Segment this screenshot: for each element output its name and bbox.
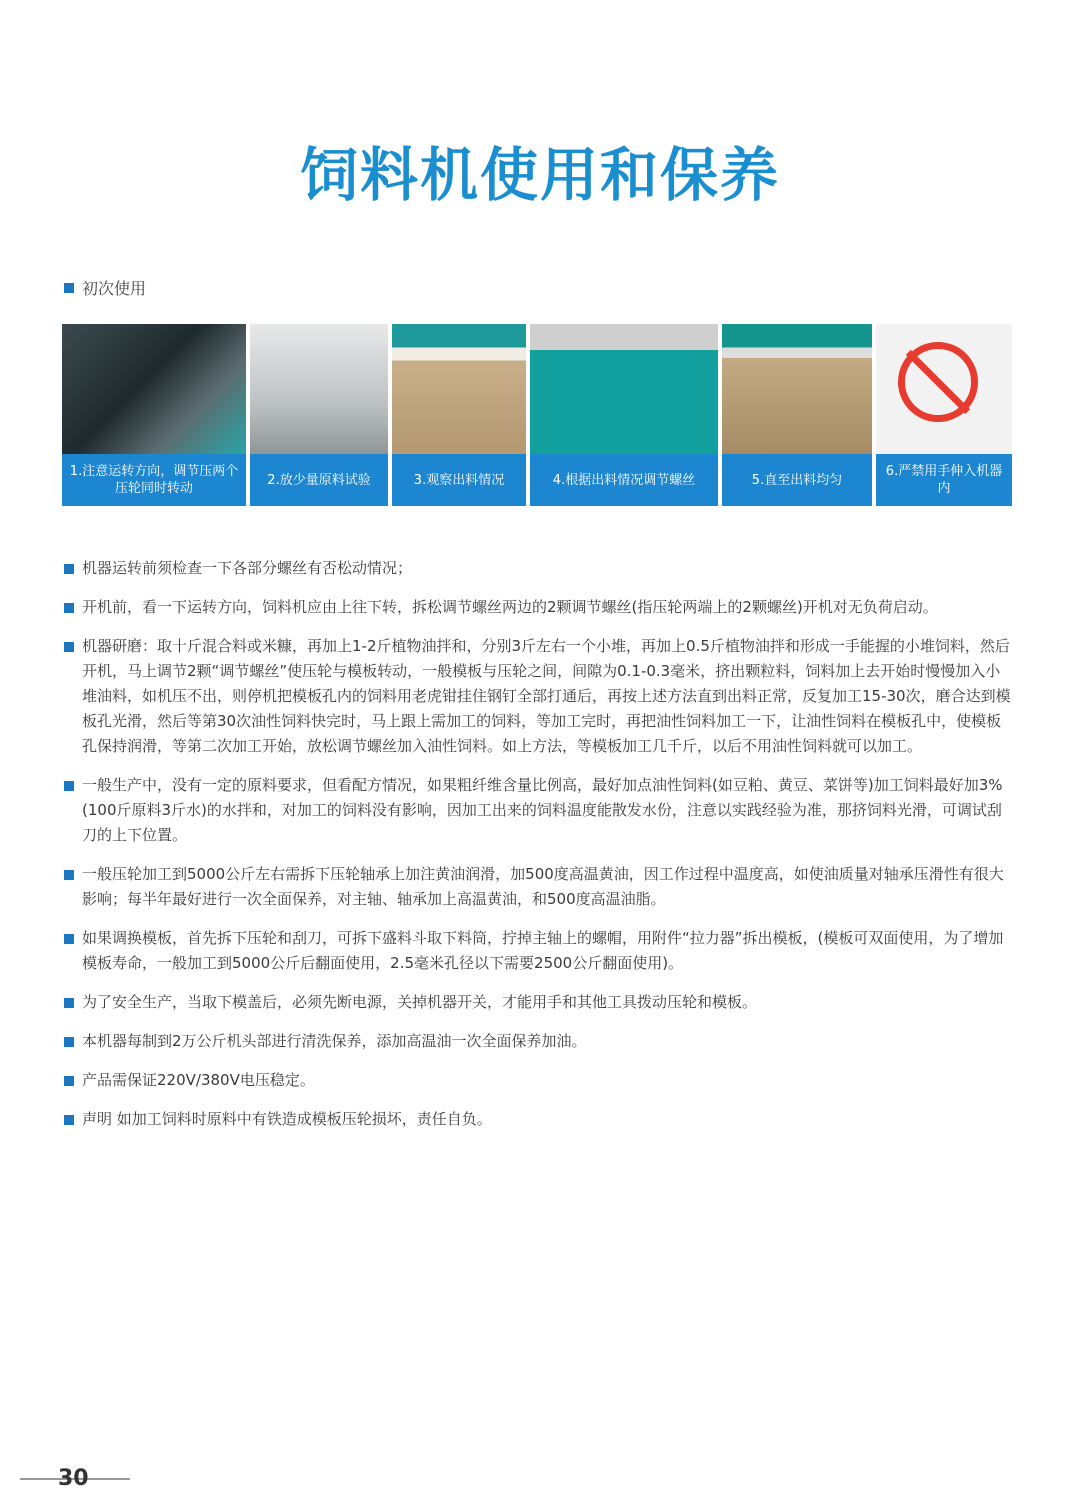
bullet-square-icon: [64, 564, 74, 574]
list-item: [64, 926, 1014, 976]
step-card: [250, 324, 388, 506]
no-hand-icon: [876, 324, 1012, 454]
step-caption: 6.严禁用手伸入机器内: [876, 454, 1012, 506]
bullet-square-icon: [64, 1037, 74, 1047]
step-caption: 1.注意运转方向，调节压两个压轮同时转动: [62, 454, 246, 506]
list-item: [64, 1107, 1014, 1132]
feed-photo-icon: [250, 324, 388, 454]
page-title: 饲料机使用和保养: [299, 141, 780, 209]
page-number: 30: [58, 1466, 89, 1491]
section-label-text: 初次使用: [82, 279, 147, 298]
step-caption: 4.根据出料情况调节螺丝: [530, 454, 718, 506]
bullet-square-icon: [64, 603, 74, 613]
list-item: [64, 1068, 1014, 1093]
step-card: [392, 324, 526, 506]
paragraph-text: 如果调换模板，首先拆下压轮和刮刀，可拆下盛料斗取下料筒，拧掉主轴上的螺帽，用附件“拉力器”拆出模板，(模板可双面使用，为了增加模板寿命，一般加工到5000公斤后翻面使用，2.5毫米孔径以下需要2500公斤翻面使用)。: [82, 929, 1004, 972]
prohibited-sign-icon: [898, 342, 978, 422]
output-photo-icon: [392, 324, 526, 454]
step-caption: 5.直至出料均匀: [722, 454, 872, 506]
paragraph-text: 声明 如加工饲料时原料中有铁造成模板压轮损坏，责任自负。: [82, 1110, 492, 1128]
list-item: [64, 1029, 1014, 1054]
bullet-square-icon: [64, 1115, 74, 1125]
section-label: [64, 276, 146, 299]
list-item: [64, 773, 1014, 848]
list-item: [64, 862, 1014, 912]
machine-photo-icon: [62, 324, 246, 454]
bullet-square-icon: [64, 1076, 74, 1086]
bullet-square-icon: [64, 283, 74, 293]
list-item: [64, 990, 1014, 1015]
paragraph-text: 产品需保证220V/380V电压稳定。: [82, 1071, 315, 1089]
step-caption: 2.放少量原料试验: [250, 454, 388, 506]
list-item: [64, 595, 1014, 620]
paragraph-text: 为了安全生产，当取下模盖后，必须先断电源，关掉机器开关，才能用手和其他工具拨动压轮和模板。: [82, 993, 758, 1011]
paragraph-text: 机器运转前须检查一下各部分螺丝有否松动情况；: [82, 559, 413, 577]
bullet-square-icon: [64, 934, 74, 944]
list-item: [64, 634, 1014, 759]
list-item: [64, 556, 1014, 581]
bullet-square-icon: [64, 998, 74, 1008]
bullet-square-icon: [64, 870, 74, 880]
step-caption: 3.观察出料情况: [392, 454, 526, 506]
paragraph-text: 一般压轮加工到5000公斤左右需拆下压轮轴承上加注黄油润滑，加500度高温黄油，因工作过程中温度高，如使油质量对轴承压滑性有很大影响；每半年最好进行一次全面保养，对主轴、轴承加上高温黄油，和500度高温油脂。: [82, 865, 1004, 908]
step-card: [530, 324, 718, 506]
paragraph-text: 本机器每制到2万公斤机头部进行清洗保养，添加高温油一次全面保养加油。: [82, 1032, 587, 1050]
instructions-list: [64, 556, 1014, 1146]
pellet-photo-icon: [722, 324, 872, 454]
paragraph-text: 一般生产中，没有一定的原料要求，但看配方情况，如果粗纤维含量比例高，最好加点油性饲料(如豆粕、黄豆、菜饼等)加工饲料最好加3%(100斤原料3斤水)的水拌和，对加工的饲料没有影响，因加工出来的饲料温度能散发水份，注意以实践经验为准，那挤饲料光滑，可调试刮刀的上下位置。: [82, 776, 1003, 844]
bullet-square-icon: [64, 642, 74, 652]
step-card: [722, 324, 872, 506]
step-photo-strip: [62, 324, 1018, 506]
adjust-photo-icon: [530, 324, 718, 454]
paragraph-text: 开机前，看一下运转方向，饲料机应由上往下转，拆松调节螺丝两边的2颗调节螺丝(指压轮两端上的2颗螺丝)开机对无负荷启动。: [82, 598, 938, 616]
step-card: [876, 324, 1012, 506]
paragraph-text: 机器研磨：取十斤混合料或米糠，再加上1-2斤植物油拌和，分别3斤左右一个小堆，再加上0.5斤植物油拌和形成一手能握的小堆饲料，然后开机，马上调节2颗“调节螺丝”使压轮与模板转动，一般模板与压轮之间，间隙为0.1-0.3毫米，挤出颗粒料，饲料加上去开始时慢慢加入小堆油料，如机压不出，则停机把模板孔内的饲料用老虎钳挂住钢钉全部打通后，再按上述方法直到出料正常，反复加工15-30次，磨合达到模板孔光滑，然后等第30次油性饲料快完时，马上跟上需加工的饲料，等加工完时，再把油性饲料加工一下，让油性饲料在模板孔中，使模板孔保持润滑，等第二次加工开始，放松调节螺丝加入油性饲料。如上方法，等模板加工几千斤，以后不用油性饲料就可以加工。: [82, 637, 1011, 755]
bullet-square-icon: [64, 781, 74, 791]
step-card: [62, 324, 246, 506]
